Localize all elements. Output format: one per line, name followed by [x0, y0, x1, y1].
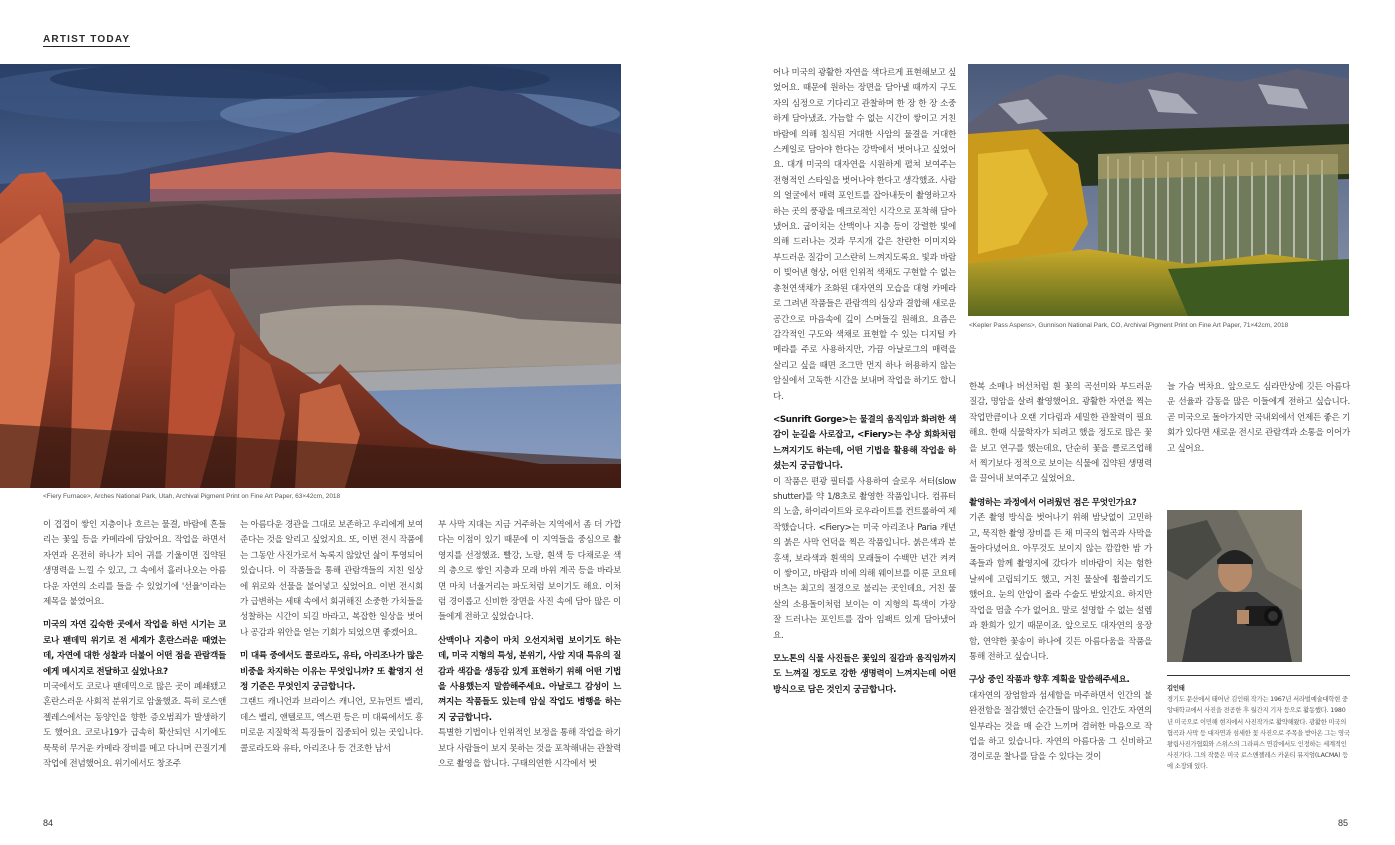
- artist-name: 김인태: [1167, 685, 1185, 692]
- fiery-furnace-illustration: [0, 64, 621, 488]
- paragraph: 한복 소매나 버선처럼 흰 꽃의 곡선미와 부드러운 질감, 명암을 살려 촬영했어요. 광활한 자연을 찍는 작업만큼이나 오랜 기다림과 세밀한 관찰력이 필요해요. 한때 식물학자가 되려고 했을 정도로 많은 꽃을 보고 연구를 했는데요, 단순히 꽃을 클로즈업해서 찍기보다 정적으로 보이는 식물에 집약된 생명력을 끌어내 보여주고 싶었어요.: [969, 382, 1152, 485]
- aspens-illustration: [968, 64, 1349, 316]
- paragraph: 그랜드 캐니언과 브라이스 캐니언, 모뉴먼트 밸리, 데스 밸리, 앤텔로프, 엑스편 등은 미 대륙에서도 흥미로운 지질학적 특징들이 집중되어 있는 곳입니다. 콜로라도와 유타, 아리조나 등 건조한 남서: [240, 697, 423, 754]
- paragraph: 는 아름다운 경관을 그대로 보존하고 우리에게 보여준다는 것을 알리고 싶었지요. 또, 이번 전시 작품에는 그동안 사진가로서 녹록지 않았던 삶이 투영되어 있습니다. 이 작품들을 통해 관람객들의 지친 일상에 위로와 선물을 불어넣고 싶었어요. 이번 전시회가 급변하는 세태 속에서 회귀해진 소중한 가치들을 성찰하는 시간이 되길 바라고, 복잡한 일상을 벗어나 공감과 위안을 얻는 기회가 되었으면 좋겠어요.: [240, 520, 423, 638]
- left-page-column-3: [438, 518, 621, 773]
- question: 모노톤의 식물 사진들은 꽃잎의 질감과 움직임까지도 느껴질 정도로 강한 생명력이 느껴지는데 어떤 방식으로 담은 것인지 궁금합니다.: [773, 654, 956, 695]
- question: 미국의 자연 깊숙한 곳에서 작업을 하던 시기는 코로나 팬데믹 위기로 전 세계가 혼란스러운 때였는데, 자연에 대한 성찰과 더불어 어떤 점을 관람객들에게 메시지로 전달하고 싶었나요?: [43, 620, 226, 677]
- paragraph: 특별한 기법이나 인위적인 보정을 통해 작업을 하기보다 사람들이 보지 못하는 것을 포착해내는 관찰력으로 촬영을 합니다. 구태의연한 시각에서 벗: [438, 728, 621, 770]
- fiery-furnace-photo: [0, 64, 621, 488]
- question: 산맥이나 지층이 마치 오선지처럼 보이기도 하는데, 미국 지형의 특성, 분위기, 사암 지대 특유의 질감과 색감을 생동감 있게 표현하기 위해 어떤 기법을 사용했는지 말씀해주세요. 아날로그 감성이 느껴지는 작품들도 있는데 암실 작업도 병행을 하는지 궁금합니다.: [438, 635, 621, 723]
- artist-portrait-photo: [1167, 510, 1302, 662]
- paragraph: 미국에서도 코로나 팬데믹으로 많은 곳이 폐쇄됐고 혼란스러운 사회적 분위기로 암울했죠. 특히 로스앤젤레스에서는 동양인을 향한 증오범죄가 발생하기도 했어요. 코로나19가 급속히 확산되던 시기에도 묵묵히 무거운 카메라 장비를 메고 다니며 끈질기게 작업에 전념했어요. 위기에서도 창조주: [43, 682, 226, 770]
- right-page-column-3: [1167, 380, 1350, 457]
- paragraph: 어나 미국의 광활한 자연을 색다르게 표현해보고 싶었어요. 때문에 원하는 장면을 담아낼 때까지 구도자의 심정으로 기다리고 관찰하며 한 장 한 장 소중하게 담아냈죠. 가늠할 수 없는 시간이 쌓이고 거친 바람에 의해 침식된 거대한 사암의 물결을 거대한 스케일로 담아야 한다는 강박에서 벗어나고 싶었어요. 대개 미국의 대자연을 시원하게 펼쳐 보여주는 전형적인 스타일을 벗어나야 한다고 생각했죠. 사람의 얼굴에서 매력 포인트를 잡아내듯이 촬영하고자 하는 곳의 풍광을 매크로적인 시각으로 포착해 담아냈어요. 굽이치는 산맥이나 지층 등이 강렬한 빛에 의해 드러나는 것과 무지개 같은 찬란한 이미지와 부드러운 질감이 고스란히 느껴지도록요. 빛과 바람이 빚어낸 형상, 어떤 인위적 색채도 구현할 수 없는 총천연색채가 조화된 대자연의 모습을 대형 카메라로 그려낸 작품들은 관람객의 심상과 결합해 새로운 공간으로 마음속에 깊이 스며들길 원해요. 요즘은 감각적인 구도와 색채로 표현할 수 있는 디지털 카메라를 주로 사용하지만, 가끔 아날로그의 매력을 살리고 싶을 때면 조그만 먼지 하나 허용하지 않는 암실에서 고독한 시간을 보내며 작업을 하기도 합니다.: [773, 68, 956, 402]
- section-label: ARTIST TODAY: [43, 34, 131, 45]
- bio-divider: [1167, 675, 1350, 676]
- question: <Sunrift Gorge>는 물결의 움직임과 화려한 색감이 눈길을 사로잡고, <Fiery>는 추상 회화처럼 느껴지기도 하는데, 어떤 기법을 활용해 작업을 하셨는지 궁금합니다.: [773, 414, 956, 472]
- question: 촬영하는 과정에서 어려웠던 점은 무엇인가요?: [969, 497, 1137, 508]
- artist-bio: [1167, 683, 1350, 773]
- right-page-column-2: [969, 380, 1152, 766]
- question: 구상 중인 작품과 향후 계획을 말씀해주세요.: [969, 675, 1130, 686]
- paragraph: 늘 가슴 벅차요. 앞으로도 심라만상에 깃든 아름다운 선율과 감동을 많은 이들에게 전하고 싶습니다. 곧 미국으로 돌아가지만 국내외에서 언제든 좋은 기회가 있다면 새로운 전시로 관람객과 소통을 이어가고 싶어요.: [1167, 382, 1350, 454]
- page-number-right: 85: [1338, 818, 1349, 828]
- paragraph: 이 겹겹이 쌓인 지층이나 흐르는 물결, 바람에 흔들리는 꽃잎 등을 카메라에 담았어요. 작업을 하면서 자연과 온전히 하나가 되어 귀를 기울이면 집약된 생명력을 느낄 수 있고, 그 속에서 흘러나오는 아름다운 자연의 소리를 들을 수 있었기에 '선율'이라는 제목을 붙였어요.: [43, 520, 226, 608]
- paragraph: 대자연의 장엄함과 섬세함을 마주하면서 인간의 불완전함을 절감했던 순간들이 많아요. 인간도 자연의 일부라는 것을 매 순간 느끼며 겸허한 마음으로 작업을 하고 있습니다. 자연의 아름다움 그 신비하고 경이로운 찰나를 담을 수 있다는 것이: [969, 690, 1152, 763]
- page-number-left: 84: [43, 818, 54, 828]
- paragraph: 부 사막 지대는 지금 거주하는 지역에서 좀 더 가깝다는 이점이 있기 때문에 이 지역들을 중심으로 촬영지를 선정했죠. 빨강, 노랑, 흰색 등 다채로운 색의 층으로 쌓인 지층과 모래 바위 계곡 등을 바라보면 마치 너울거리는 파도처럼 보이기도 해요. 이처럼 경이롭고 신비한 장면을 사진 속에 담아 많은 이들에게 전하고 싶었습니다.: [438, 520, 621, 623]
- kepler-pass-aspens-photo: [968, 64, 1349, 316]
- left-photo-caption: <Fiery Furnace>, Arches National Park, Utah, Archival Pigment Print on Fine Art Paper, 63×42cm, 2018: [43, 493, 341, 500]
- left-page-column-1: [43, 518, 226, 773]
- artist-bio-text: 경기도 문산에서 태어난 김인태 작가는 1967년 서라벌예술대학현 중앙대학교에서 사진을 전공한 후 월간지 기자 등으로 활동했다. 1980년 미국으로 이민해 현지에서 사진작가로 활약해왔다. 광활한 미국의 협곡과 사막 등 대자연과 섬세한 꽃 사진으로 주목을 받아온 그는 영국 왕립사진가협회와 스위스의 그라피스 연감에서도 인정하는 세계적인 사진가다. 그의 작품은 미국 로스앤젤레스 카운티 뮤지엄(LACMA) 등에 소장돼 있다.: [1167, 696, 1350, 771]
- right-page-column-1: [773, 66, 956, 698]
- paragraph: 이 작품은 편광 필터를 사용하여 슬로우 셔터(slow shutter)를 약 1/8초로 촬영한 작품입니다. 컴퓨터의 노출, 하이라이트와 로우라이트를 컨트롤하여 제작했습니다. <Fiery>는 미국 아리조나 Paria 캐년의 붉은 사막 언덕을 찍은 작품입니다. 붉은색과 분홍색, 보라색과 흰색의 모래들이 수백만 년간 켜켜이 쌓이고, 바람과 비에 의해 웨이브를 이룬 코요테 버츠는 최고의 절경으로 불리는 곳인데요, 거친 물살의 소용돌이처럼 보이는 이 지형의 특색이 가장 잘 드러나는 포인트를 잡아 임팩트 있게 담아냈어요.: [773, 476, 956, 641]
- paragraph: 기존 촬영 방식을 벗어나기 위해 밤낮없이 고민하고, 묵직한 촬영 장비를 든 채 미국의 협곡과 사막을 돌아다녔어요. 아무것도 보이지 않는 깜깜한 밤 가족들과 함께 촬영지에 갔다가 비바람이 치는 험한 날씨에 고립되기도 했고, 거친 물살에 휩쓸리기도 했어요. 눈의 안압이 올라 수술도 받았지요. 하지만 작업을 멈출 수가 없어요. 말로 설명할 수 없는 설렘과 환희가 있기 때문이죠. 앞으로도 대자연의 웅장함, 연약한 꽃송이 하나에 깃든 아름다움을 작품을 통해 전하고 싶습니다.: [969, 513, 1152, 662]
- right-photo-caption: <Kepler Pass Aspens>, Gunnison National Park, CO, Archival Pigment Print on Fine Art Paper, 71×42cm, 2018: [969, 322, 1289, 329]
- left-page-column-2: [240, 518, 423, 757]
- question: 미 대륙 중에서도 콜로라도, 유타, 아리조나가 많은 비중을 차지하는 이유는 무엇입니까? 또 촬영지 선정 기준은 무엇인지 궁금합니다.: [240, 651, 423, 693]
- artist-portrait-illustration: [1167, 510, 1302, 662]
